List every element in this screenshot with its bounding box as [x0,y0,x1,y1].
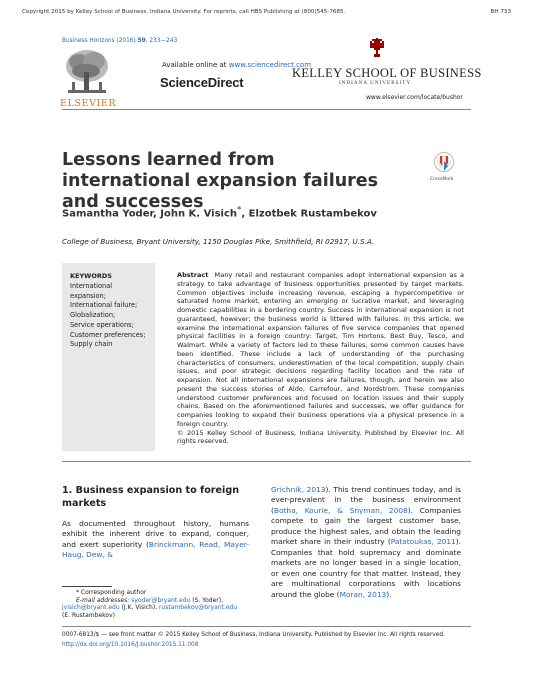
journal-name: Business Horizons (2016) [62,38,138,44]
top-copyright-bar [22,9,511,19]
front-matter-line: 0007-6813/$ — see front matter © 2015 Kelley School of Business, Indiana University. Published by Elsevier Inc. All rights reserved. [62,632,445,638]
body-text: ). [386,589,392,599]
email-addresses-line [62,597,262,605]
email-addresses-line [62,604,262,612]
sciencedirect-link[interactable]: www.sciencedirect.com [228,61,312,69]
keywords-heading: KEYWORDS [70,272,112,280]
keyword-item: Globalization; [70,311,116,320]
abstract-text: Many retail and restaurant companies adopt international expansion as a strategy to take advantage of business opportunities presented by target markets. Common objectives include increasing revenue, escaping a hypercompetitive or saturated home market, entering an emerging or lucrative market, and leveraging domestic capabilities in a bordering country. Success in international expansion is not guaranteed, however; the business world is littered with failures. In this article, we examine the international expansion failures of five service companies that opened physical facilities in a foreign country: Target, Tim Hortons, Best Buy, Tesco, and Walmart. While a variety of factors led to these failures, some common causes have been identified. These include a lack of understanding of the purchasing characteristics of consumers, underestimation of the local competition, supply chain issues, and poor strategic decisions regarding facility location and the rate of expansion. Not all international expansions are failures, though, and herein we also present the success stories of Aldo, Carrefour, and Nordstrom. These companies understood customer preferences and focused on location issues and their supply chains. Based on the aforementioned failures and successes, we offer guidance for companies looking to expand their business operations via a physical presence in a foreign country. [177,271,464,428]
iu-trident-icon [370,38,384,58]
email-owner: (S. Yoder), [190,596,223,604]
abstract-divider [62,461,471,462]
body-text: ). Companies compete to gain the largest customer base, produce the highest sales, and obtain the leading market share in their industry ( [271,505,461,547]
abstract-label: Abstract [177,271,209,279]
journal-site-url[interactable]: www.elsevier.com/locate/bushor [366,94,463,101]
body-column-right [271,485,461,600]
journal-volume: 59 [137,38,146,44]
keyword-item: Service operations; [70,320,134,329]
corresponding-author-marker[interactable]: * [237,204,242,214]
author-list [62,204,377,219]
elsevier-tree-logo [62,46,112,98]
document-code: BH 733 [490,9,511,15]
footnote-divider [62,586,112,587]
keywords-list [70,282,154,350]
email-link[interactable]: jvisich@bryant.edu [62,604,120,612]
body-text: As documented throughout history, humans exhibit the inherent drive to expand, conquer, and exert superiority ( [62,519,249,549]
email-label: E-mail addresses: [76,596,132,604]
citation-link[interactable]: Brinckmann, Read, Mayer-Haug, Dew, & [62,539,250,560]
crossmark-label: CrossMark [430,177,454,182]
citation-link[interactable]: Botha, Kourie, & Snyman, 2008 [273,505,408,515]
email-link[interactable]: syoder@bryant.edu [131,596,191,604]
email-owner: (E. Rustambekov) [62,611,115,619]
authors-first: Samantha Yoder, John K. Visich [62,208,237,220]
email-link[interactable]: rustambekov@bryant.edu [159,604,238,612]
section-heading: 1. Business expansion to foreign markets [62,485,240,509]
keyword-item: International [70,282,113,290]
journal-citation[interactable] [62,38,177,44]
body-text: ). Companies that hold supremacy and dominate markets are no longer based in a single location, or even one country for that matter. Instead, they are multinational corporations with locations around the globe ( [271,537,461,599]
doi-link[interactable]: http://dx.doi.org/10.1016/j.bushor.2015.11.008 [62,642,199,648]
keyword-item: International failure; [70,301,138,310]
citation-link[interactable]: Moran, 2013 [339,589,387,599]
journal-pages: , 233—243 [145,38,178,44]
available-online-line [162,61,311,69]
authors-last: , Elzotbek Rustambekov [241,208,377,220]
abstract-copyright: © 2015 Kelley School of Business, Indiana University. Published by Elsevier Inc. All rights reserved. [177,428,464,446]
affiliation: College of Business, Bryant University, 1150 Douglas Pike, Smithfield, RI 02917, U.S.A. [62,237,375,246]
footer-divider [62,626,471,627]
top-copyright-text: Copyright 2015 by Kelley School of Business, Indiana University. For reprints, call HBS Publishing at (800)545-7685. [22,9,346,15]
email-owner: (J.K. Visich), [119,604,160,612]
available-prefix: Available online at [162,61,229,69]
crossmark-icon[interactable] [434,152,454,176]
body-column-left [62,519,249,561]
keyword-item: expansion; [70,291,106,300]
body-text: ). This trend continues today, and is ever-prevalent in the business environment ( [271,485,461,515]
keyword-item: Customer preferences; [70,330,146,339]
indiana-university-wordmark: INDIANA UNIVERSITY [339,81,412,86]
kelley-school-wordmark: KELLEY SCHOOL OF BUSINESS [292,66,482,80]
abstract [177,271,464,446]
sciencedirect-wordmark: ScienceDirect [160,75,244,90]
elsevier-wordmark: ELSEVIER [60,98,117,109]
keyword-item: Supply chain [70,340,113,349]
footnote [62,589,262,619]
header-divider [62,109,471,110]
citation-link[interactable]: Grichnik, 2013 [271,485,326,494]
citation-link[interactable]: Patatoukas, 2011 [390,537,456,547]
corresponding-author-note: * Corresponding author [76,589,147,596]
article-title: Lessons learned from international expansion failures and successes [62,150,379,212]
